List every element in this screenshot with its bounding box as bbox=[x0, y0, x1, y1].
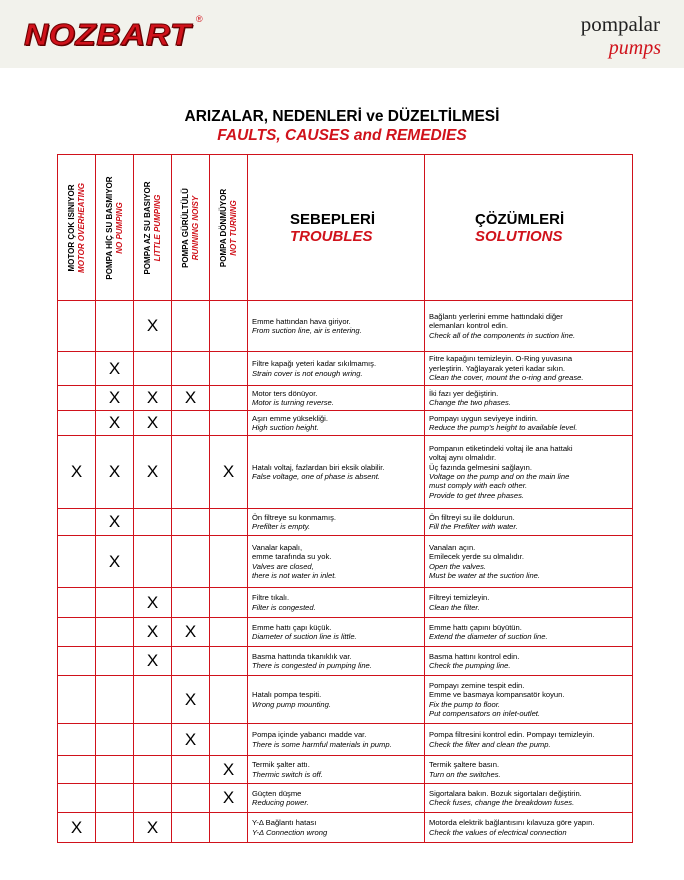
solution-line: İki fazı yer değiştirin. bbox=[429, 388, 499, 398]
check-mark: X bbox=[222, 759, 235, 779]
trouble-line: Pompa içinde yabancı madde var. bbox=[252, 730, 367, 740]
check-mark: X bbox=[108, 551, 121, 571]
solution-line: Provide to get three phases. bbox=[429, 490, 524, 500]
solution-line: Turn on the switches. bbox=[429, 769, 501, 779]
solution-cell bbox=[425, 784, 633, 813]
mark-cell bbox=[172, 536, 210, 588]
check-mark: X bbox=[108, 388, 121, 407]
table-header-row bbox=[58, 155, 633, 301]
trouble-line: Y-Δ Connection wrong bbox=[252, 827, 328, 837]
trouble-cell bbox=[248, 784, 425, 813]
table-row bbox=[58, 784, 633, 813]
mark-cell bbox=[172, 756, 210, 784]
column-header-running-noisy: POMPA GÜRÜLTÜLÜ RUNNING NOISY bbox=[172, 155, 210, 301]
trouble-line: Diameter of suction line is little. bbox=[252, 632, 357, 641]
check-mark: X bbox=[108, 512, 121, 531]
table-row bbox=[58, 647, 633, 676]
trouble-line: Valves are closed, bbox=[252, 561, 314, 571]
check-mark: X bbox=[146, 316, 159, 335]
mark-cell bbox=[210, 647, 248, 676]
solution-line: Open the valves. bbox=[429, 561, 486, 571]
mark-cell bbox=[172, 647, 210, 676]
mark-cell bbox=[96, 509, 134, 536]
solution-line: Pompanın etiketindeki voltaj ile ana hattaki bbox=[429, 443, 573, 453]
table-row bbox=[58, 618, 633, 647]
mark-cell bbox=[134, 618, 172, 647]
check-mark: X bbox=[146, 622, 159, 641]
check-mark: X bbox=[146, 651, 159, 670]
mark-cell bbox=[96, 352, 134, 386]
solution-line: Reduce the pump's height to available level. bbox=[429, 423, 578, 432]
mark-cell bbox=[96, 784, 134, 813]
mark-cell bbox=[58, 756, 96, 784]
trouble-cell bbox=[248, 813, 425, 843]
check-mark: X bbox=[70, 462, 83, 481]
mark-cell bbox=[134, 724, 172, 756]
trouble-cell bbox=[248, 301, 425, 352]
trouble-line: Filter is congested. bbox=[252, 602, 316, 612]
mark-cell bbox=[210, 756, 248, 784]
mark-cell bbox=[96, 588, 134, 618]
mark-cell bbox=[58, 352, 96, 386]
mark-cell bbox=[172, 813, 210, 843]
solution-line: elemanları kontrol edin. bbox=[429, 321, 508, 331]
mark-cell bbox=[58, 436, 96, 509]
mark-cell bbox=[172, 676, 210, 724]
mark-cell bbox=[96, 756, 134, 784]
mark-cell bbox=[210, 509, 248, 536]
trouble-line: Thermic switch is off. bbox=[252, 769, 323, 779]
solution-cell bbox=[425, 724, 633, 756]
solution-line: Check the pumping line. bbox=[429, 661, 511, 670]
mark-cell bbox=[134, 647, 172, 676]
mark-cell bbox=[210, 536, 248, 588]
mark-cell bbox=[210, 436, 248, 509]
mark-cell bbox=[58, 647, 96, 676]
troubles-header: SEBEPLERİ TROUBLES bbox=[248, 155, 425, 301]
solution-line: Pompayı zemine tespit edin. bbox=[429, 680, 525, 690]
trouble-line: High suction height. bbox=[252, 423, 319, 432]
page-subtitle: FAULTS, CAUSES and REMEDIES bbox=[217, 127, 467, 144]
table-row bbox=[58, 386, 633, 411]
mark-cell bbox=[210, 813, 248, 843]
solution-line: Change the two phases. bbox=[429, 398, 511, 407]
trouble-cell bbox=[248, 386, 425, 411]
trouble-line: Motor is turning reverse. bbox=[252, 398, 334, 407]
mark-cell bbox=[172, 386, 210, 411]
solution-cell bbox=[425, 647, 633, 676]
solution-line: Fitre kapağını temizleyin. O-Ring yuvasına bbox=[429, 354, 573, 364]
solution-line: Check the values of electrical connection bbox=[429, 827, 567, 837]
mark-cell bbox=[134, 813, 172, 843]
category-label-en: pumps bbox=[608, 37, 661, 59]
column-header-overheating: MOTOR ÇOK ISINIYOR MOTOR OVERHEATING bbox=[58, 155, 96, 301]
solution-cell bbox=[425, 411, 633, 436]
trouble-cell bbox=[248, 676, 425, 724]
table-row bbox=[58, 588, 633, 618]
mark-cell bbox=[58, 588, 96, 618]
solutions-header: ÇÖZÜMLERİ SOLUTIONS bbox=[425, 155, 633, 301]
table-row bbox=[58, 436, 633, 509]
faults-table bbox=[57, 154, 633, 843]
mark-cell bbox=[172, 724, 210, 756]
solution-cell bbox=[425, 301, 633, 352]
mark-cell bbox=[172, 618, 210, 647]
mark-cell bbox=[134, 784, 172, 813]
trouble-line: Y-Δ Bağlantı hatası bbox=[252, 818, 317, 828]
solution-line: Must be water at the suction line. bbox=[429, 570, 541, 580]
trouble-line: Vanalar kapalı, bbox=[252, 542, 303, 552]
mark-cell bbox=[210, 724, 248, 756]
solution-cell bbox=[425, 588, 633, 618]
trouble-line: Reducing power. bbox=[252, 798, 309, 807]
trouble-cell bbox=[248, 436, 425, 509]
table-row bbox=[58, 813, 633, 843]
mark-cell bbox=[58, 813, 96, 843]
solution-line: yerleştirin. Yağlayarak yeteri kadar sıkın. bbox=[429, 363, 566, 373]
trouble-cell bbox=[248, 724, 425, 756]
trouble-cell bbox=[248, 618, 425, 647]
trouble-line: Filtre tıkalı. bbox=[252, 593, 290, 603]
mark-cell bbox=[58, 509, 96, 536]
column-header-little-pumping: POMPA AZ SU BASIYOR LITTLE PUMPING bbox=[134, 155, 172, 301]
mark-cell bbox=[134, 386, 172, 411]
check-mark: X bbox=[70, 817, 83, 837]
solution-line: Filtreyi temizleyin. bbox=[429, 593, 490, 603]
table-row bbox=[58, 724, 633, 756]
solution-cell bbox=[425, 536, 633, 588]
page-title: ARIZALAR, NEDENLERİ ve DÜZELTİLMESİ bbox=[184, 108, 500, 125]
trouble-line: there is not water in inlet. bbox=[252, 570, 337, 580]
mark-cell bbox=[96, 618, 134, 647]
trouble-line: Termik şalter attı. bbox=[252, 760, 310, 770]
mark-cell bbox=[58, 724, 96, 756]
trouble-cell bbox=[248, 411, 425, 436]
table-row bbox=[58, 756, 633, 784]
check-mark: X bbox=[108, 413, 121, 432]
trouble-line: Motor ters dönüyor. bbox=[252, 388, 318, 398]
mark-cell bbox=[210, 618, 248, 647]
check-mark: X bbox=[184, 729, 197, 749]
mark-cell bbox=[210, 352, 248, 386]
mark-cell bbox=[134, 676, 172, 724]
solution-line: Put compensators on inlet-outlet. bbox=[429, 708, 541, 718]
check-mark: X bbox=[222, 788, 235, 807]
trouble-line: Filtre kapağı yeteri kadar sıkılmamış. bbox=[252, 359, 377, 369]
mark-cell bbox=[210, 386, 248, 411]
mark-cell bbox=[96, 536, 134, 588]
solution-line: Pompa filtresini kontrol edin. Pompayı temizleyin. bbox=[429, 730, 595, 740]
solution-cell bbox=[425, 352, 633, 386]
solution-line: Emme ve basmaya kompansatör koyun. bbox=[429, 690, 565, 700]
solution-line: Voltage on the pump and on the main line bbox=[429, 472, 570, 481]
registered-mark: ® bbox=[196, 14, 203, 24]
mark-cell bbox=[172, 352, 210, 386]
trouble-line: From suction line, air is entering. bbox=[252, 326, 362, 335]
table-row bbox=[58, 411, 633, 436]
mark-cell bbox=[58, 676, 96, 724]
solution-line: Üç fazında gelmesini sağlayın. bbox=[429, 462, 532, 472]
mark-cell bbox=[134, 536, 172, 588]
solution-line: Fill the Prefilter with water. bbox=[429, 522, 518, 531]
mark-cell bbox=[96, 436, 134, 509]
mark-cell bbox=[96, 676, 134, 724]
trouble-line: Hatalı voltaj, fazlardan biri eksik olabilir. bbox=[252, 462, 385, 472]
mark-cell bbox=[172, 301, 210, 352]
mark-cell bbox=[210, 676, 248, 724]
mark-cell bbox=[58, 784, 96, 813]
trouble-line: emme tarafında su yok. bbox=[252, 552, 332, 562]
solution-line: Motorda elektrik bağlantısını kılavuza göre yapın. bbox=[429, 818, 595, 828]
mark-cell bbox=[210, 301, 248, 352]
mark-cell bbox=[58, 411, 96, 436]
mark-cell bbox=[134, 756, 172, 784]
trouble-line: Prefilter is empty. bbox=[252, 522, 311, 531]
mark-cell bbox=[96, 724, 134, 756]
mark-cell bbox=[210, 784, 248, 813]
solution-line: Check the filter and clean the pump. bbox=[429, 739, 551, 749]
check-mark: X bbox=[222, 462, 235, 481]
trouble-line: There is some harmful materials in pump. bbox=[252, 739, 392, 749]
solution-cell bbox=[425, 813, 633, 843]
mark-cell bbox=[134, 436, 172, 509]
trouble-cell bbox=[248, 588, 425, 618]
mark-cell bbox=[96, 386, 134, 411]
check-mark: X bbox=[146, 388, 159, 407]
mark-cell bbox=[134, 588, 172, 618]
mark-cell bbox=[134, 301, 172, 352]
mark-cell bbox=[58, 536, 96, 588]
trouble-line: Basma hattında tıkanıklık var. bbox=[252, 651, 352, 661]
trouble-line: Güçten düşme bbox=[252, 788, 302, 798]
mark-cell bbox=[96, 301, 134, 352]
solution-cell bbox=[425, 618, 633, 647]
solution-line: Pompayı uygun seviyeye indirin. bbox=[429, 413, 538, 423]
solution-line: Fix the pump to floor. bbox=[429, 699, 501, 709]
mark-cell bbox=[172, 509, 210, 536]
trouble-line: Emme hattından hava giriyor. bbox=[252, 316, 351, 326]
mark-cell bbox=[58, 618, 96, 647]
mark-cell bbox=[96, 813, 134, 843]
trouble-cell bbox=[248, 352, 425, 386]
solution-cell bbox=[425, 756, 633, 784]
table-row bbox=[58, 352, 633, 386]
mark-cell bbox=[172, 588, 210, 618]
check-mark: X bbox=[184, 689, 197, 709]
mark-cell bbox=[58, 386, 96, 411]
solution-line: voltaj aynı olmalıdır. bbox=[429, 453, 497, 463]
trouble-line: Aşırı emme yüksekliği. bbox=[252, 413, 328, 423]
trouble-line: There is congested in pumping line. bbox=[252, 661, 372, 670]
mark-cell bbox=[210, 588, 248, 618]
column-header-no-pumping: POMPA HİÇ SU BASMIYOR NO PUMPING bbox=[96, 155, 134, 301]
mark-cell bbox=[58, 301, 96, 352]
solution-line: Extend the diameter of suction line. bbox=[429, 632, 548, 641]
solution-line: must comply with each other. bbox=[429, 481, 528, 491]
category-label-tr: pompalar bbox=[580, 12, 660, 36]
solution-cell bbox=[425, 436, 633, 509]
solution-line: Emme hattı çapını büyütün. bbox=[429, 622, 522, 632]
mark-cell bbox=[134, 509, 172, 536]
trouble-cell bbox=[248, 509, 425, 536]
check-mark: X bbox=[146, 462, 159, 481]
solution-line: Check all of the components in suction line. bbox=[429, 330, 576, 340]
brand-logo: NOZBART bbox=[24, 17, 191, 52]
check-mark: X bbox=[146, 413, 159, 432]
solution-line: Vanaları açın. bbox=[429, 542, 476, 552]
solution-cell bbox=[425, 386, 633, 411]
mark-cell bbox=[172, 436, 210, 509]
check-mark: X bbox=[184, 622, 197, 641]
column-header-not-turning: POMPA DÖNMÜYOR NOT TURNING bbox=[210, 155, 248, 301]
table-row bbox=[58, 536, 633, 588]
fault-rows bbox=[58, 301, 633, 843]
trouble-line: Ön filtreye su konmamış. bbox=[252, 512, 336, 522]
mark-cell bbox=[134, 411, 172, 436]
mark-cell bbox=[172, 411, 210, 436]
solution-line: Clean the filter. bbox=[429, 602, 480, 612]
trouble-line: Wrong pump mounting. bbox=[252, 699, 331, 709]
mark-cell bbox=[96, 647, 134, 676]
check-mark: X bbox=[108, 462, 121, 481]
solution-line: Bağlantı yerlerini emme hattındaki diğer bbox=[429, 311, 563, 321]
trouble-cell bbox=[248, 647, 425, 676]
table-row bbox=[58, 301, 633, 352]
check-mark: X bbox=[184, 388, 197, 407]
trouble-cell bbox=[248, 756, 425, 784]
solution-line: Termik şaltere basın. bbox=[429, 760, 500, 770]
mark-cell bbox=[96, 411, 134, 436]
mark-cell bbox=[134, 352, 172, 386]
solution-line: Check fuses, change the breakdown fuses. bbox=[429, 798, 575, 807]
trouble-line: Hatalı pompa tespiti. bbox=[252, 690, 322, 700]
solution-line: Emilecek yerde su olmalıdır. bbox=[429, 552, 524, 562]
table-row bbox=[58, 509, 633, 536]
check-mark: X bbox=[108, 358, 121, 378]
table-row bbox=[58, 676, 633, 724]
trouble-cell bbox=[248, 536, 425, 588]
solution-line: Basma hattını kontrol edin. bbox=[429, 651, 520, 661]
check-mark: X bbox=[146, 592, 159, 612]
check-mark: X bbox=[146, 817, 159, 837]
solution-line: Sigortalara bakın. Bozuk sigortaları değiştirin. bbox=[429, 788, 582, 798]
solution-cell bbox=[425, 509, 633, 536]
mark-cell bbox=[172, 784, 210, 813]
trouble-line: Strain cover is not enough wring. bbox=[252, 368, 363, 378]
solution-line: Clean the cover, mount the o-ring and grease. bbox=[429, 373, 584, 383]
trouble-line: False voltage, one of phase is absent. bbox=[252, 472, 380, 481]
mark-cell bbox=[210, 411, 248, 436]
trouble-line: Emme hattı çapı küçük. bbox=[252, 622, 332, 632]
solution-line: Ön filtreyi su ile doldurun. bbox=[429, 512, 515, 522]
solution-cell bbox=[425, 676, 633, 724]
